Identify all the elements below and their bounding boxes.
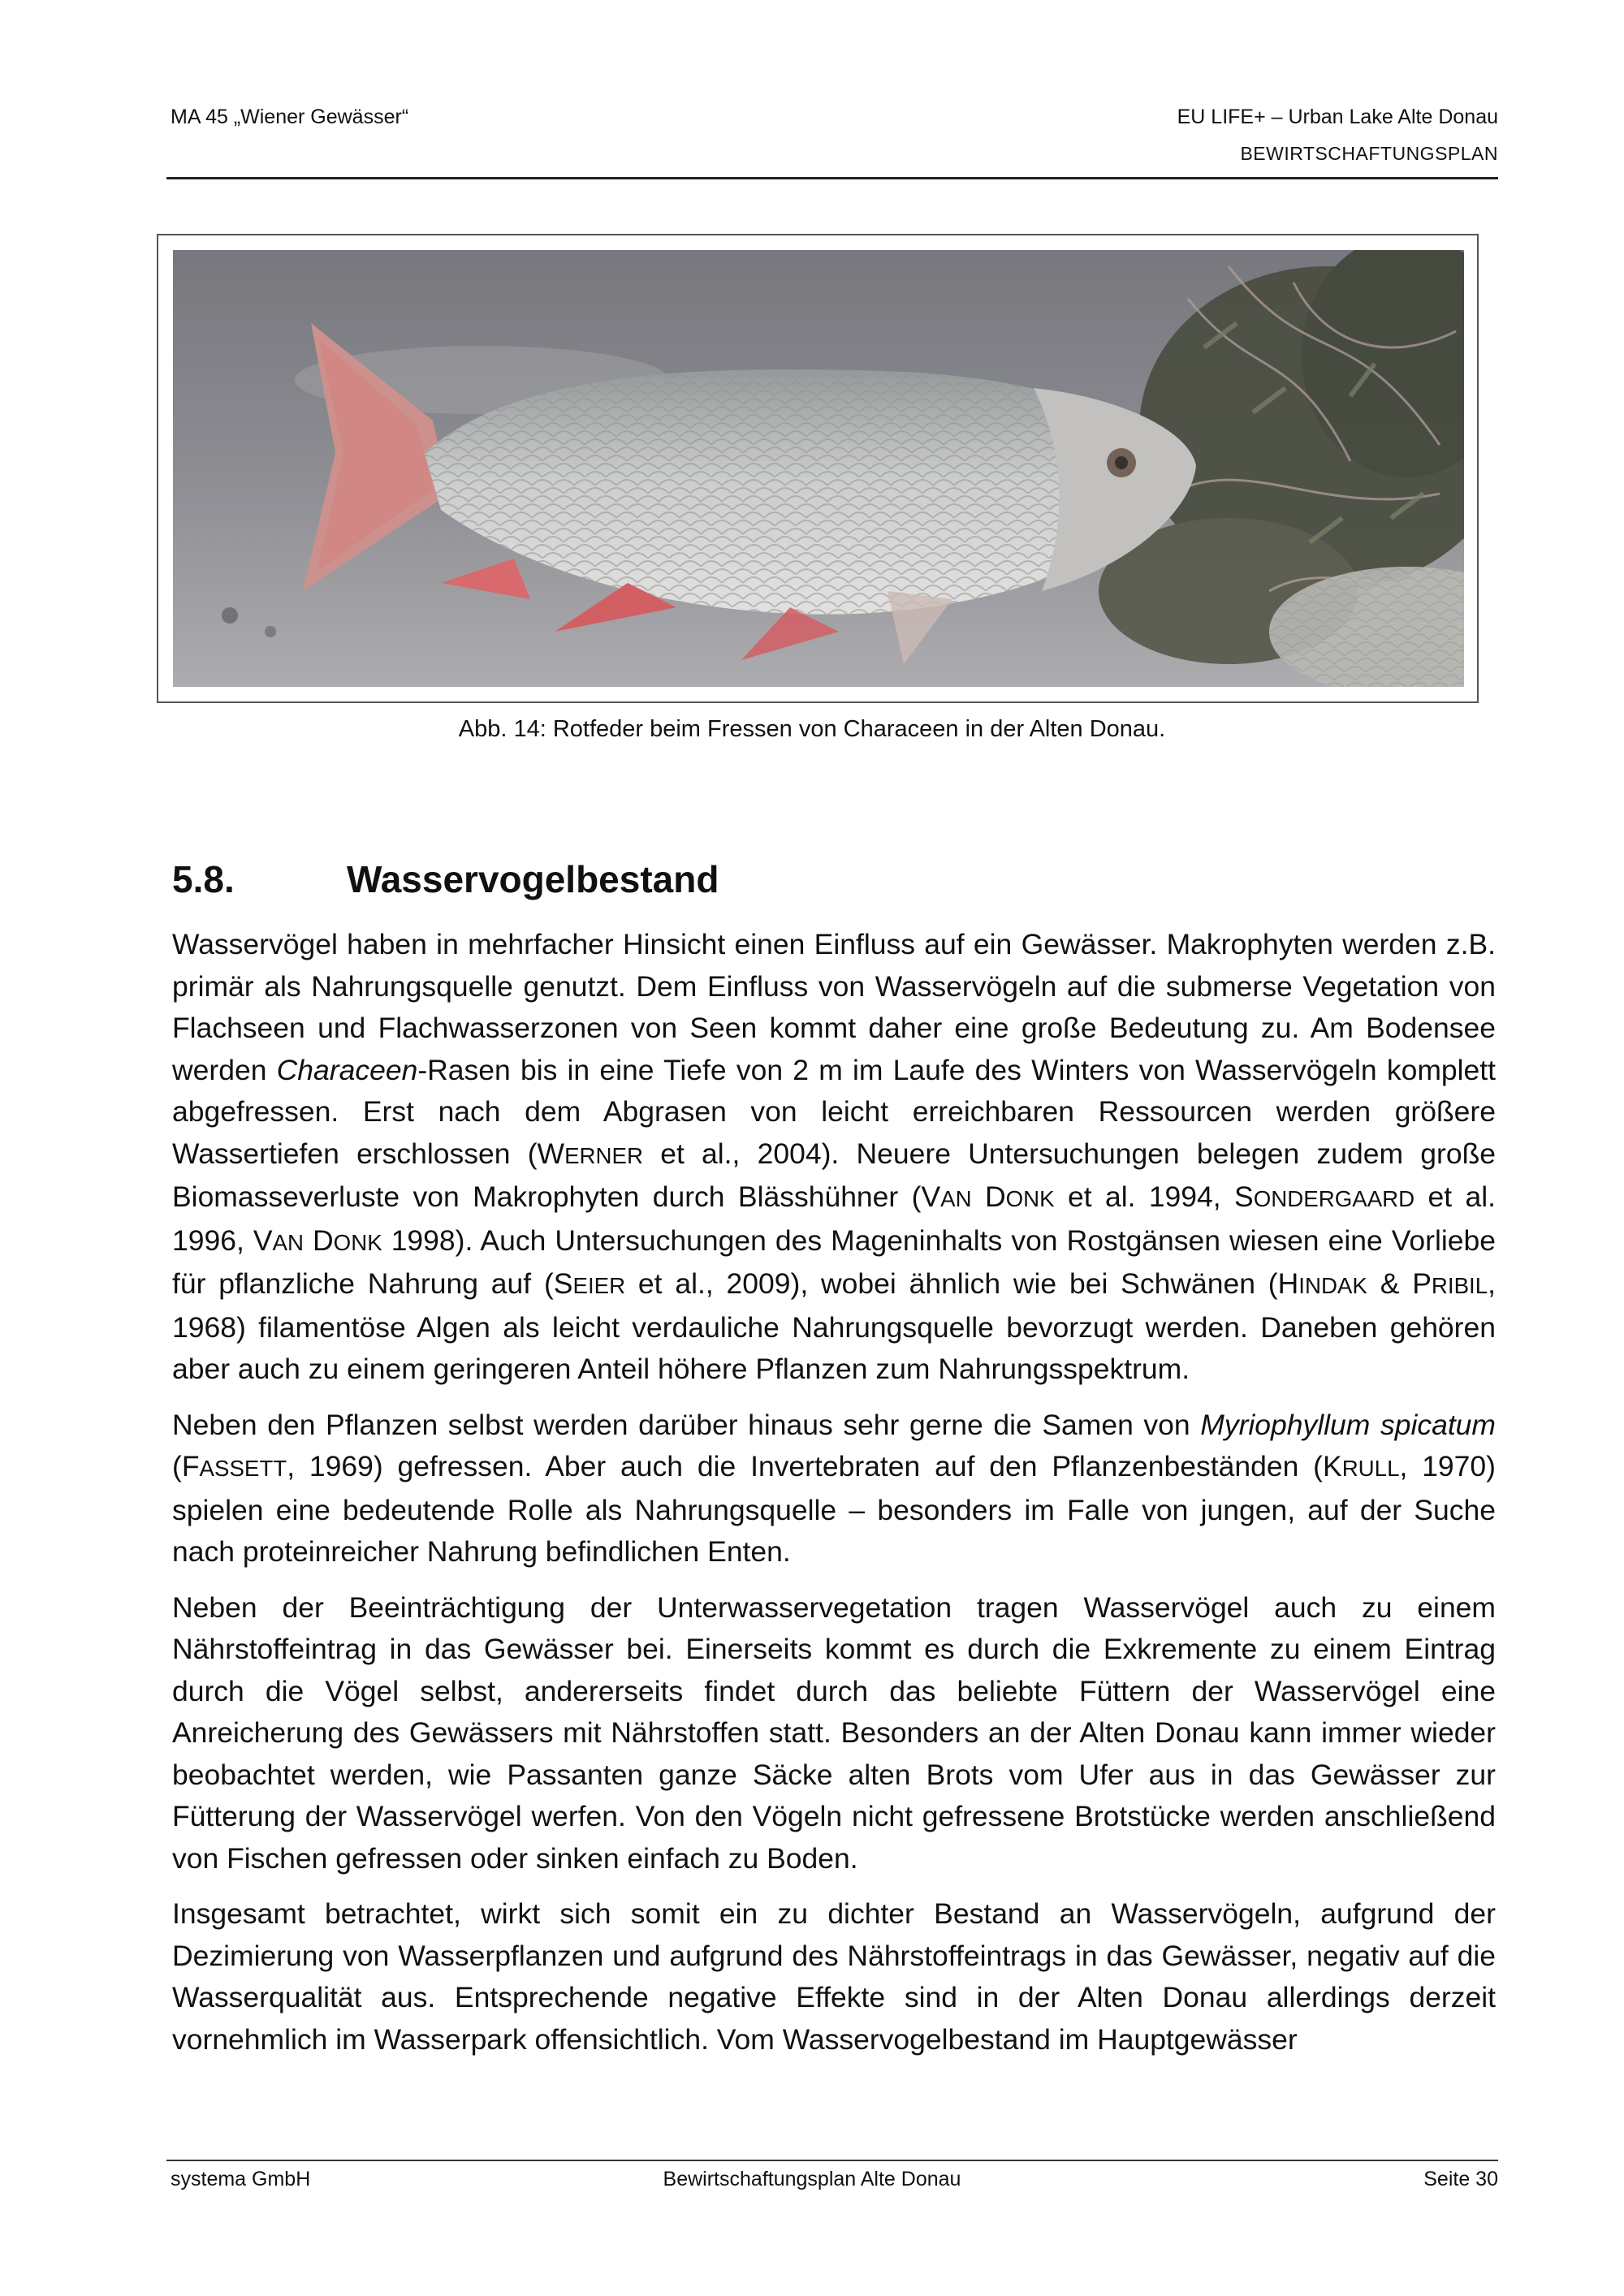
section-number: 5.8.: [172, 858, 235, 900]
paragraph-4: Insgesamt betrachtet, wirkt sich somit ein zu dichter Bestand an Wasservögeln, aufgrund der Dezimierung von Wasserpflanzen und aufgrund des Nährstoffeintrags in das Gewässer, negativ auf die Wasserqualität aus. Entsprechende negative Effekte sind in der Alten Donau allerdings derzeit vornehmlich im Wasserpark offensichtlich. Vom Wasservogelbestand im Hauptgewässer: [172, 1897, 1496, 2056]
footer-page-number: Seite 30: [1423, 2168, 1498, 2190]
paragraph-3: Neben der Beeinträchtigung der Unterwasservegetation tragen Wasservögel auch zu einem Nährstoffeintrag in das Gewässer bei. Einerseits kommt es durch die Exkremente zu einem Eintrag durch die Vögel selbst, andererseits findet durch das beliebte Füttern der Wasservögel eine Anreicherung des Gewässers mit Nährstoffen statt. Besonders an der Alten Donau kann immer wieder beobachtet werden, wie Passanten ganze Säcke alten Brots vom Ufer aus in das Gewässer zur Fütterung der Wasservögel werfen. Von den Vögeln nicht gefressene Brotstücke werden anschließend von Fischen gefressen oder sinken einfach zu Boden.: [172, 1590, 1496, 1875]
header-project: EU LIFE+ – Urban Lake Alte Donau: [1177, 106, 1498, 128]
figure-caption: Abb. 14: Rotfeder beim Fressen von Characeen in der Alten Donau.: [458, 716, 1166, 742]
header-document-type: BEWIRTSCHAFTUNGSPLAN: [1240, 143, 1498, 164]
paragraph-2: Neben den Pflanzen selbst werden darüber hinaus sehr gerne die Samen von Myriophyllum spicatum (FASSETT, 1969) gefressen. Aber auch die Invertebraten auf den Pflanzenbeständen (KRULL, 1970) spielen eine bedeutende Rolle als Nahrungsquelle – besonders im Falle von jungen, auf der Suche nach proteinreicher Nahrung befindlichen Enten.: [172, 1408, 1496, 1568]
paragraph-1: Wasservögel haben in mehrfacher Hinsicht einen Einfluss auf ein Gewässer. Makrophyten werden z.B. primär als Nahrungsquelle genutzt. Dem Einfluss von Wasservögeln auf die submerse Vegetation von Flachseen und Flachwasserzonen von Seen kommt daher eine große Bedeutung zu. Am Bodensee werden Characeen-Rasen bis in eine Tiefe von 2 m im Laufe des Winters von Wasservögeln komplett abgefressen. Erst nach dem Abgrasen von leicht erreichbaren Ressourcen werden größere Wassertiefen erschlossen (WERNER et al., 2004). Neuere Untersuchungen belegen zudem große Biomasseverluste von Makrophyten durch Blässhühner (VAN DONK et al. 1994, SONDERGAARD et al. 1996, VAN DONK 1998). Auch Untersuchungen des Mageninhalts von Rostgänsen wiesen eine Vorliebe für pflanzliche Nahrung auf (SEIER et al., 2009), wobei ähnlich wie bei Schwänen (HINDAK & PRIBIL, 1968) filamentöse Algen als leicht verdauliche Nahrungsquelle bevorzugt werden. Daneben gehören aber auch zu einem geringeren Anteil höhere Pflanzen zum Nahrungsspektrum.: [172, 928, 1497, 1385]
footer-document-title: Bewirtschaftungsplan Alte Donau: [663, 2168, 961, 2190]
section-heading: [172, 857, 719, 901]
footer-company: systema GmbH: [171, 2168, 311, 2190]
footer-divider: [166, 2160, 1498, 2161]
header-divider: [166, 177, 1498, 179]
section-title: Wasservogelbestand: [347, 858, 719, 900]
fish-photo: [173, 250, 1464, 687]
body-text: [172, 924, 1496, 2074]
header-organization: MA 45 „Wiener Gewässer“: [171, 106, 409, 128]
figure-frame: [157, 234, 1479, 703]
